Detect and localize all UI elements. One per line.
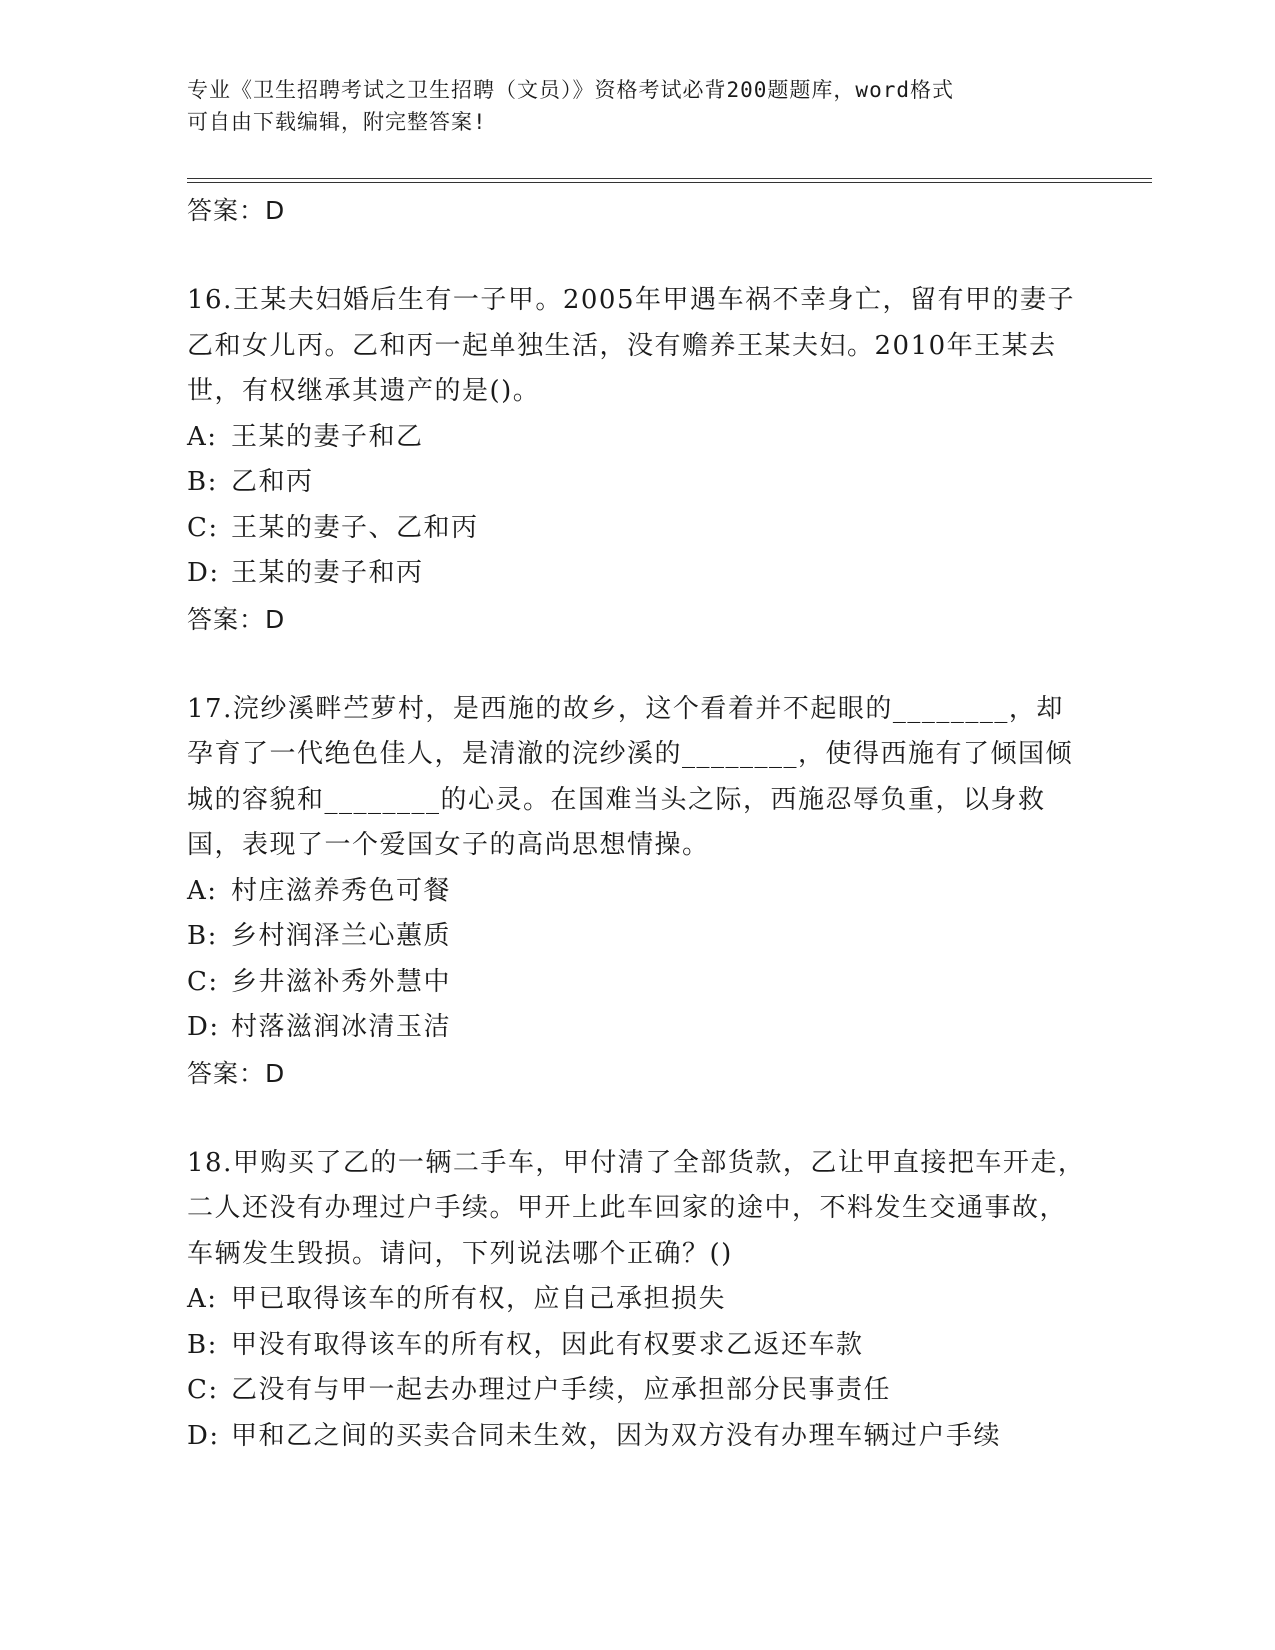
- answer-line: 答案：D: [187, 604, 286, 634]
- option-text: 甲已取得该车的所有权，应自己承担损失: [231, 1284, 727, 1314]
- option-text: 乡井滋补秀外慧中: [231, 966, 452, 997]
- option-letter: B:: [187, 1329, 218, 1360]
- option-text: 乡村润泽兰心蕙质: [231, 921, 452, 951]
- question-stem: 16.王某夫妇婚后生有一子甲。2005年甲遇车祸不幸身亡，留有甲的妻子乙和女儿丙。乙和丙一起单独生活，没有赡养王某夫妇。2010年王某去世，有权继承其遗产的是()。: [187, 285, 1076, 406]
- answer-line: 答案：D: [187, 1058, 286, 1088]
- option-letter: D:: [187, 558, 220, 588]
- document-body: [187, 188, 1087, 1459]
- option-a: [187, 415, 1087, 461]
- option-letter: B:: [187, 467, 218, 497]
- option-letter: C:: [187, 966, 219, 997]
- option-letter: C:: [187, 512, 219, 543]
- question-stem: 17.浣纱溪畔苎萝村，是西施的故乡，这个看着并不起眼的________，却孕育了一代绝色佳人，是清澈的浣纱溪的________，使得西施有了倾国倾城的容貌和________的心灵。在国难当头之际，西施忍辱负重，以身救国，表现了一个爱国女子的高尚思想情操。: [187, 693, 1074, 860]
- previous-answer: 答案：D: [187, 196, 286, 225]
- option-text: 王某的妻子和丙: [231, 558, 424, 588]
- page-header: [187, 74, 1087, 138]
- option-text: 甲没有取得该车的所有权，因此有权要求乙返还车款: [231, 1329, 864, 1360]
- option-c: [187, 960, 1087, 1006]
- option-c: [187, 506, 1087, 552]
- option-a: [187, 1277, 1087, 1323]
- option-d: [187, 1005, 1087, 1051]
- option-letter: B:: [187, 921, 218, 951]
- question-stem: 18.甲购买了乙的一辆二手车，甲付清了全部货款，乙让甲直接把车开走，二人还没有办理过户手续。甲开上此车回家的途中，不料发生交通事故，车辆发生毁损。请问，下列说法哪个正确？(): [187, 1147, 1086, 1269]
- option-c: [187, 1368, 1087, 1414]
- header-divider: [187, 178, 1152, 183]
- option-text: 村落滋润冰清玉洁: [231, 1012, 452, 1042]
- option-letter: D:: [187, 1012, 220, 1042]
- option-letter: A:: [187, 1284, 218, 1314]
- question-17: [187, 687, 1087, 1097]
- option-letter: A:: [187, 875, 218, 906]
- question-16: [187, 278, 1087, 643]
- option-text: 乙和丙: [231, 467, 314, 497]
- option-b: [187, 914, 1087, 960]
- option-text: 甲和乙之间的买卖合同未生效，因为双方没有办理车辆过户手续: [231, 1420, 1002, 1451]
- option-a: [187, 869, 1087, 915]
- option-b: [187, 1323, 1087, 1369]
- option-letter: A:: [187, 421, 218, 452]
- question-18: [187, 1141, 1087, 1460]
- header-line-2: 可自由下载编辑，附完整答案!: [187, 110, 487, 134]
- option-text: 村庄滋养秀色可餐: [231, 875, 452, 906]
- option-d: [187, 1414, 1087, 1460]
- option-b: [187, 460, 1087, 506]
- option-letter: C:: [187, 1375, 219, 1405]
- option-text: 王某的妻子、乙和丙: [231, 512, 479, 543]
- option-d: [187, 551, 1087, 597]
- option-text: 王某的妻子和乙: [231, 421, 424, 452]
- header-line-1: 专业《卫生招聘考试之卫生招聘（文员）》资格考试必背200题题库，word格式: [187, 78, 954, 102]
- option-text: 乙没有与甲一起去办理过户手续，应承担部分民事责任: [231, 1375, 892, 1405]
- option-letter: D:: [187, 1420, 220, 1451]
